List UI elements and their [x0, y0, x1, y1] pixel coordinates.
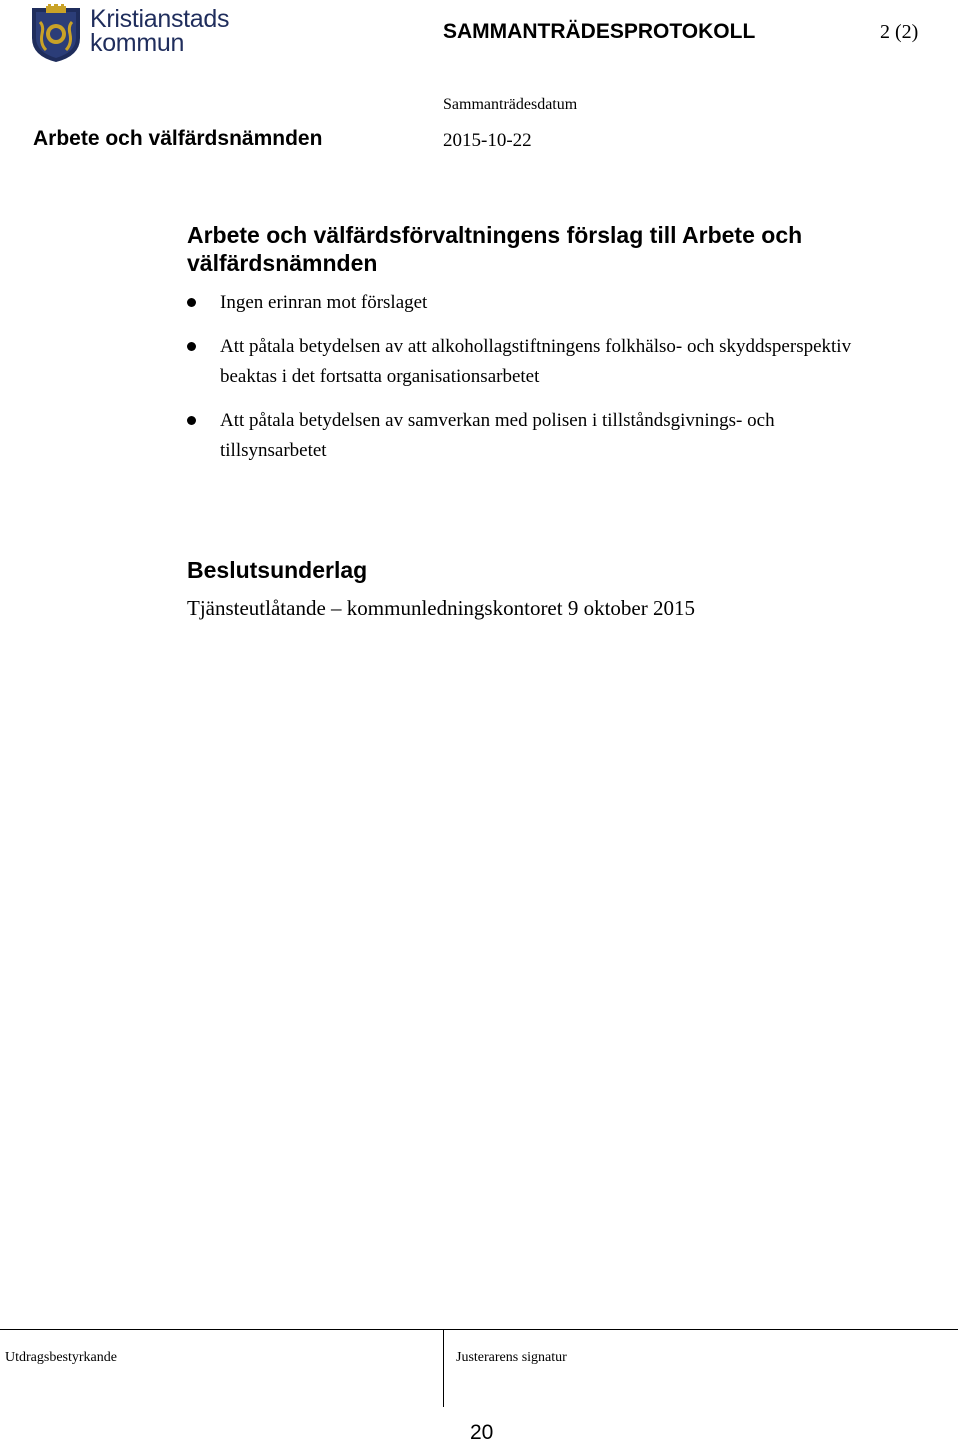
municipality-name-line1: Kristianstads [90, 5, 230, 33]
bullet-icon [187, 298, 196, 307]
bullet-icon [187, 342, 196, 351]
decision-basis-text: Tjänsteutlåtande – kommunledningskontoret 9 oktober 2015 [187, 596, 695, 620]
list-item [187, 332, 867, 392]
document-type: SAMMANTRÄDESPROTOKOLL [443, 20, 756, 43]
municipality-name [90, 7, 229, 55]
list-item-text: Ingen erinran mot förslaget [220, 292, 428, 313]
decision-basis-heading: Beslutsunderlag [187, 557, 368, 583]
section-heading: Arbete och välfärdsförvaltningens förslag till Arbete och välfärdsnämnden [187, 222, 803, 276]
meeting-date-label: Sammanträdesdatum [443, 96, 578, 113]
footer-signature-label: Justerarens signatur [456, 1350, 567, 1365]
list-item [187, 288, 867, 318]
proposal-list [187, 288, 867, 480]
meeting-date: 2015-10-22 [443, 130, 532, 151]
page-indicator: 2 (2) [880, 21, 919, 43]
page-number: 20 [470, 1421, 494, 1444]
bullet-icon [187, 416, 196, 425]
footer-certification-label: Utdragsbestyrkande [5, 1350, 117, 1365]
municipality-name-line2: kommun [90, 29, 185, 57]
list-item [187, 406, 867, 466]
list-item-text: Att påtala betydelsen av att alkohollagstiftningens folkhälso- och skyddsperspektiv beaktas i det fortsatta organisationsarbetet [220, 336, 852, 387]
footer-rule [0, 1329, 958, 1330]
coat-of-arms-logo [28, 4, 84, 64]
footer-divider [443, 1329, 444, 1407]
list-item-text: Att påtala betydelsen av samverkan med polisen i tillståndsgivnings- och tillsynsarbetet [220, 410, 775, 461]
committee-name: Arbete och välfärdsnämnden [33, 127, 323, 150]
